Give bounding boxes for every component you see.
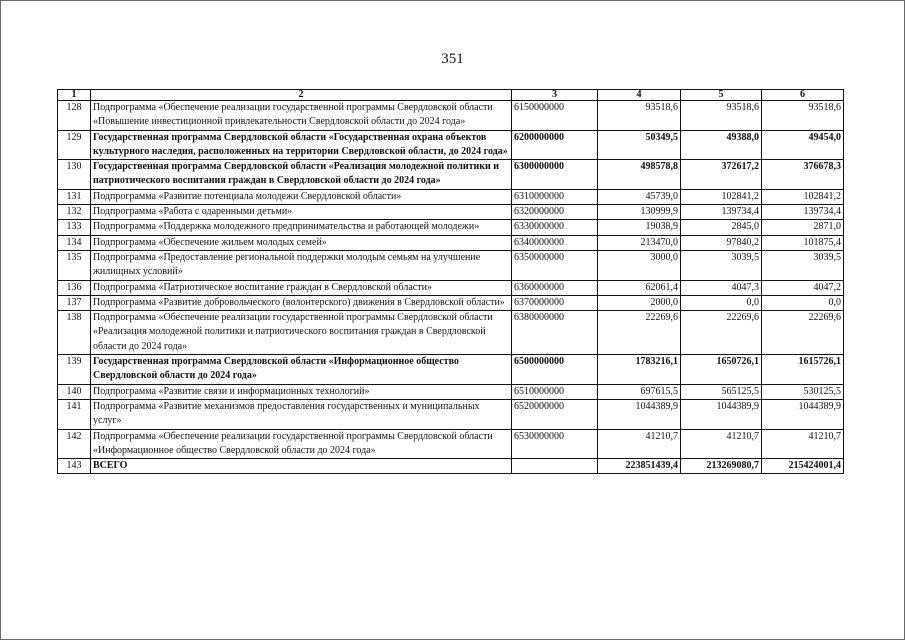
program-name-cell: Государственная программа Свердловской области «Информационное общество Свердловской области до 2024 года» — [91, 355, 512, 385]
amount-col-5-cell: 93518,6 — [681, 101, 762, 131]
amount-col-5-cell: 1650726,1 — [681, 355, 762, 385]
code-cell: 6370000000 — [512, 295, 598, 310]
amount-col-5-cell: 139734,4 — [681, 205, 762, 220]
amount-col-4-cell: 62061,4 — [598, 280, 681, 295]
amount-col-4-cell: 2000,0 — [598, 295, 681, 310]
table-row — [58, 311, 844, 355]
amount-col-6-cell: 139734,4 — [762, 205, 844, 220]
amount-col-4-cell: 19038,9 — [598, 220, 681, 235]
amount-col-5-cell: 22269,6 — [681, 311, 762, 355]
program-name-cell: Подпрограмма «Обеспечение жильем молодых семей» — [91, 235, 512, 250]
amount-col-4-cell: 93518,6 — [598, 101, 681, 131]
code-cell: 6520000000 — [512, 399, 598, 429]
amount-col-6-cell: 2871,0 — [762, 220, 844, 235]
amount-col-5-cell: 372617,2 — [681, 160, 762, 190]
amount-col-4-cell: 50349,5 — [598, 130, 681, 160]
program-name-cell: Подпрограмма «Поддержка молодежного предпринимательства и работающей молодежи» — [91, 220, 512, 235]
amount-col-5-cell: 4047,3 — [681, 280, 762, 295]
program-name-cell: Подпрограмма «Обеспечение реализации государственной программы Свердловской области «Реализация молодежной политики и патриотического воспитания граждан в Свердловской области до 2024 года» — [91, 311, 512, 355]
row-number-cell: 129 — [58, 130, 91, 160]
amount-col-4-cell: 213470,0 — [598, 235, 681, 250]
amount-col-4-cell: 130999,9 — [598, 205, 681, 220]
code-cell: 6300000000 — [512, 160, 598, 190]
program-name-cell: Государственная программа Свердловской области «Государственная охрана объектов культурного наследия, расположенных на территории Свердловской области, до 2024 года» — [91, 130, 512, 160]
row-number-cell: 133 — [58, 220, 91, 235]
table-body — [58, 101, 844, 474]
table-header-row — [58, 90, 844, 101]
code-cell: 6510000000 — [512, 384, 598, 399]
amount-col-5-cell: 102841,2 — [681, 189, 762, 204]
header-col-4: 4 — [598, 90, 681, 101]
row-number-cell: 138 — [58, 311, 91, 355]
row-number-cell: 143 — [58, 459, 91, 474]
code-cell: 6310000000 — [512, 189, 598, 204]
code-cell: 6500000000 — [512, 355, 598, 385]
table-row — [58, 429, 844, 459]
code-cell: 6150000000 — [512, 101, 598, 131]
program-name-cell: Подпрограмма «Развитие механизмов предоставления государственных и муниципальных услуг» — [91, 399, 512, 429]
table-row — [58, 205, 844, 220]
amount-col-5-cell: 0,0 — [681, 295, 762, 310]
amount-col-4-cell: 498578,8 — [598, 160, 681, 190]
table-row — [58, 355, 844, 385]
table-row — [58, 295, 844, 310]
row-number-cell: 139 — [58, 355, 91, 385]
code-cell: 6380000000 — [512, 311, 598, 355]
amount-col-6-cell: 93518,6 — [762, 101, 844, 131]
amount-col-5-cell: 41210,7 — [681, 429, 762, 459]
header-col-5: 5 — [681, 90, 762, 101]
amount-col-5-cell: 2845,0 — [681, 220, 762, 235]
amount-col-6-cell: 101875,4 — [762, 235, 844, 250]
page-number: 351 — [441, 51, 464, 67]
table-row — [58, 280, 844, 295]
amount-col-6-cell: 49454,0 — [762, 130, 844, 160]
amount-col-4-cell: 1044389,9 — [598, 399, 681, 429]
program-name-cell: Подпрограмма «Работа с одаренными детьми» — [91, 205, 512, 220]
amount-col-6-cell: 41210,7 — [762, 429, 844, 459]
table-row — [58, 459, 844, 474]
amount-col-4-cell: 223851439,4 — [598, 459, 681, 474]
header-col-3: 3 — [512, 90, 598, 101]
row-number-cell: 128 — [58, 101, 91, 131]
program-name-cell: Подпрограмма «Предоставление региональной поддержки молодым семьям на улучшение жилищных условий» — [91, 250, 512, 280]
table-row — [58, 384, 844, 399]
program-name-cell: Подпрограмма «Обеспечение реализации государственной программы Свердловской области «Информационное общество Свердловской области до 2024 года» — [91, 429, 512, 459]
amount-col-5-cell: 1044389,9 — [681, 399, 762, 429]
amount-col-5-cell: 97840,2 — [681, 235, 762, 250]
code-cell: 6330000000 — [512, 220, 598, 235]
header-col-6: 6 — [762, 90, 844, 101]
amount-col-6-cell: 0,0 — [762, 295, 844, 310]
amount-col-5-cell: 3039,5 — [681, 250, 762, 280]
budget-table — [57, 89, 844, 474]
row-number-cell: 131 — [58, 189, 91, 204]
row-number-cell: 136 — [58, 280, 91, 295]
row-number-cell: 132 — [58, 205, 91, 220]
row-number-cell: 130 — [58, 160, 91, 190]
amount-col-4-cell: 41210,7 — [598, 429, 681, 459]
row-number-cell: 135 — [58, 250, 91, 280]
code-cell: 6200000000 — [512, 130, 598, 160]
table-row — [58, 189, 844, 204]
program-name-cell: Подпрограмма «Развитие потенциала молодежи Свердловской области» — [91, 189, 512, 204]
table-row — [58, 250, 844, 280]
code-cell: 6360000000 — [512, 280, 598, 295]
amount-col-5-cell: 213269080,7 — [681, 459, 762, 474]
program-name-cell: Подпрограмма «Патриотическое воспитание граждан в Свердловской области» — [91, 280, 512, 295]
table-row — [58, 160, 844, 190]
code-cell — [512, 459, 598, 474]
amount-col-6-cell: 22269,6 — [762, 311, 844, 355]
amount-col-4-cell: 3000,0 — [598, 250, 681, 280]
code-cell: 6350000000 — [512, 250, 598, 280]
code-cell: 6320000000 — [512, 205, 598, 220]
table-row — [58, 399, 844, 429]
amount-col-6-cell: 3039,5 — [762, 250, 844, 280]
program-name-cell: Подпрограмма «Развитие связи и информационных технологий» — [91, 384, 512, 399]
amount-col-6-cell: 530125,5 — [762, 384, 844, 399]
program-name-cell: Государственная программа Свердловской области «Реализация молодежной политики и патриотического воспитания граждан в Свердловской области до 2024 года» — [91, 160, 512, 190]
table-row — [58, 101, 844, 131]
amount-col-4-cell: 45739,0 — [598, 189, 681, 204]
row-number-cell: 142 — [58, 429, 91, 459]
program-name-cell: Подпрограмма «Развитие добровольческого (волонтерского) движения в Свердловской области» — [91, 295, 512, 310]
amount-col-4-cell: 697615,5 — [598, 384, 681, 399]
row-number-cell: 141 — [58, 399, 91, 429]
table-row — [58, 220, 844, 235]
amount-col-6-cell: 215424001,4 — [762, 459, 844, 474]
amount-col-6-cell: 102841,2 — [762, 189, 844, 204]
amount-col-4-cell: 22269,6 — [598, 311, 681, 355]
amount-col-6-cell: 4047,2 — [762, 280, 844, 295]
amount-col-4-cell: 1783216,1 — [598, 355, 681, 385]
program-name-cell: Подпрограмма «Обеспечение реализации государственной программы Свердловской области «Повышение инвестиционной привлекательности Свердловской области до 2024 года» — [91, 101, 512, 131]
row-number-cell: 134 — [58, 235, 91, 250]
amount-col-6-cell: 1615726,1 — [762, 355, 844, 385]
table-row — [58, 235, 844, 250]
amount-col-6-cell: 376678,3 — [762, 160, 844, 190]
amount-col-6-cell: 1044389,9 — [762, 399, 844, 429]
amount-col-5-cell: 49388,0 — [681, 130, 762, 160]
table-row — [58, 130, 844, 160]
code-cell: 6340000000 — [512, 235, 598, 250]
program-name-cell: ВСЕГО — [91, 459, 512, 474]
amount-col-5-cell: 565125,5 — [681, 384, 762, 399]
header-col-2: 2 — [91, 90, 512, 101]
code-cell: 6530000000 — [512, 429, 598, 459]
row-number-cell: 140 — [58, 384, 91, 399]
row-number-cell: 137 — [58, 295, 91, 310]
header-col-1: 1 — [58, 90, 91, 101]
